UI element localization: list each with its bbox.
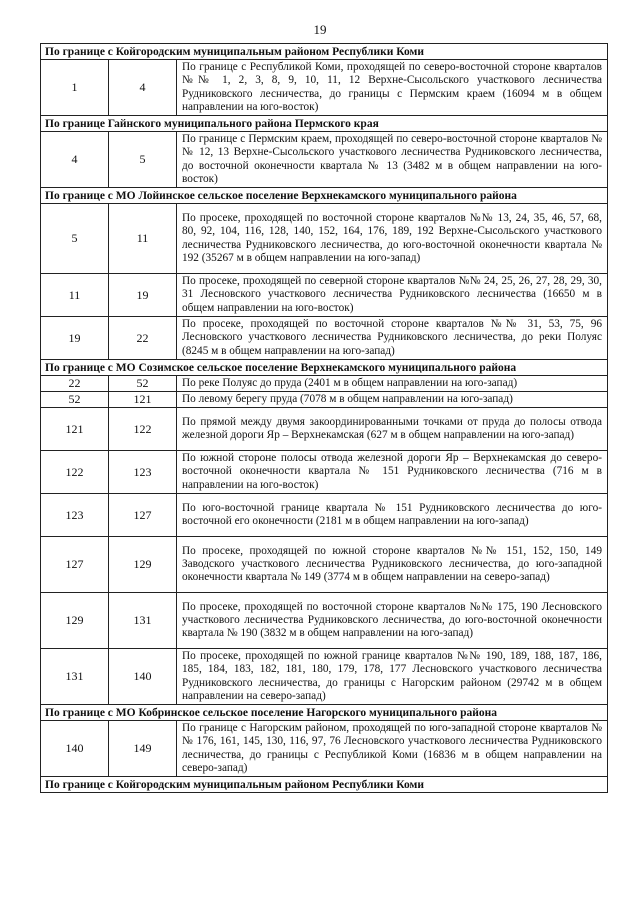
table-row (41, 376, 608, 392)
point-to-cell: 140 (109, 649, 177, 705)
point-from-cell: 122 (41, 451, 109, 494)
point-to-cell: 129 (109, 537, 177, 593)
boundary-description-cell: По границе с Пермским краем, проходящей по северо-восточной стороне кварталов №№ 12, 13 Верхне-Сысольского участкового лесничества Рудниковского лесничества, до восточной оконечности квартала № 13 (3482 м в общем направлении на юго-восток) (177, 132, 608, 188)
table-row (41, 649, 608, 705)
boundary-description-cell: По юго-восточной границе квартала № 151 Рудниковского лесничества до юго-восточной его оконечности (2181 м в общем направлении на юго-запад) (177, 494, 608, 537)
boundary-description-cell: По реке Полуяс до пруда (2401 м в общем направлении на юго-запад) (177, 376, 608, 392)
point-to-cell: 22 (109, 317, 177, 360)
point-to-cell: 52 (109, 376, 177, 392)
section-header-row (41, 44, 608, 60)
table-row (41, 451, 608, 494)
section-header: По границе с МО Лойинское сельское поселение Верхнекамского муниципального района (41, 188, 608, 204)
point-from-cell: 5 (41, 204, 109, 274)
section-header-row (41, 705, 608, 721)
section-header: По границе Гайнского муниципального района Пермского края (41, 116, 608, 132)
boundary-description-cell: По границе с Республикой Коми, проходящей по северо-восточной стороне кварталов №№ 1, 2, 3, 8, 9, 10, 11, 12 Верхне-Сысольского участкового лесничества Рудниковского лесничества, до границы с Пермским краем (16094 м в общем направлении на юго-восток) (177, 60, 608, 116)
section-header: По границе с МО Кобринское сельское поселение Нагорского муниципального района (41, 705, 608, 721)
point-from-cell: 22 (41, 376, 109, 392)
section-header: По границе с Койгородским муниципальным районом Республики Коми (41, 44, 608, 60)
point-from-cell: 129 (41, 593, 109, 649)
point-from-cell: 1 (41, 60, 109, 116)
point-to-cell: 4 (109, 60, 177, 116)
table-row (41, 408, 608, 451)
table-row (41, 537, 608, 593)
page-number: 19 (313, 22, 327, 37)
point-to-cell: 149 (109, 721, 177, 777)
table-row (41, 60, 608, 116)
boundary-description-cell: По просеке, проходящей по южной границе кварталов №№ 190, 189, 188, 187, 186, 185, 184, 183, 182, 181, 180, 179, 178, 177 Лесновского участкового лесничества Рудниковского лесничества, до границы с Нагорским районом (29742 м в общем направлении на северо-запад) (177, 649, 608, 705)
point-to-cell: 19 (109, 274, 177, 317)
point-to-cell: 5 (109, 132, 177, 188)
boundary-description-cell: По левому берегу пруда (7078 м в общем направлении на юго-запад) (177, 392, 608, 408)
boundary-description-cell: По границе с Нагорским районом, проходящей по юго-западной стороне кварталов №№ 176, 161, 145, 130, 116, 97, 76 Лесновского участкового лесничества Рудниковского лесничества, до границы с Республикой Коми (16836 м в общем направлении на северо-запад) (177, 721, 608, 777)
boundary-description-cell: По просеке, проходящей по восточной стороне кварталов №№ 13, 24, 35, 46, 57, 68, 80, 92, 104, 116, 128, 140, 152, 164, 176, 189, 192 Верхне-Сысольского участкового лесничества Рудниковского лесничества, до юго-восточной оконечности квартала № 192 (35267 м в общем направлении на юго-запад) (177, 204, 608, 274)
boundary-description-cell: По просеке, проходящей по восточной стороне кварталов №№ 175, 190 Лесновского участкового лесничества Рудниковского лесничества, до юго-восточной оконечности квартала № 190 (3832 м в общем направлении на юго-запад) (177, 593, 608, 649)
point-from-cell: 127 (41, 537, 109, 593)
boundary-description-table (40, 43, 608, 793)
point-from-cell: 19 (41, 317, 109, 360)
boundary-description-cell: По просеке, проходящей по северной стороне кварталов №№ 24, 25, 26, 27, 28, 29, 30, 31 Лесновского участкового лесничества Рудниковского лесничества (16650 м в общем направлении на юго-восток) (177, 274, 608, 317)
boundary-description-cell: По просеке, проходящей по южной стороне кварталов №№ 151, 152, 150, 149 Заводского участкового лесничества Рудниковского лесничества, до юго-западной оконечности квартала № 149 (3774 м в общем направлении на северо-запад) (177, 537, 608, 593)
point-to-cell: 127 (109, 494, 177, 537)
point-from-cell: 52 (41, 392, 109, 408)
boundary-description-cell: По просеке, проходящей по восточной стороне кварталов №№ 31, 53, 75, 96 Лесновского участкового лесничества Рудниковского лесничества, до реки Полуяс (8245 м в общем направлении на юго-запад) (177, 317, 608, 360)
table-row (41, 392, 608, 408)
section-header-row (41, 116, 608, 132)
table-row (41, 317, 608, 360)
section-header-row (41, 777, 608, 793)
point-to-cell: 122 (109, 408, 177, 451)
section-header-row (41, 360, 608, 376)
point-to-cell: 123 (109, 451, 177, 494)
section-header-row (41, 188, 608, 204)
point-from-cell: 123 (41, 494, 109, 537)
boundary-description-cell: По южной стороне полосы отвода железной дороги Яр – Верхнекамская до северо-восточной оконечности квартала № 151 Рудниковского лесничества (716 м в направлении на юго-восток) (177, 451, 608, 494)
table-row (41, 494, 608, 537)
table-row (41, 721, 608, 777)
table-row (41, 204, 608, 274)
section-header: По границе с МО Созимское сельское поселение Верхнекамского муниципального района (41, 360, 608, 376)
table-row (41, 132, 608, 188)
point-to-cell: 131 (109, 593, 177, 649)
boundary-description-cell: По прямой между двумя закоординированными точками от пруда до полосы отвода железной дороги Яр – Верхнекамская (627 м в общем направлении на юго-запад) (177, 408, 608, 451)
section-header: По границе с Койгородским муниципальным районом Республики Коми (41, 777, 608, 793)
point-to-cell: 11 (109, 204, 177, 274)
point-from-cell: 4 (41, 132, 109, 188)
point-from-cell: 140 (41, 721, 109, 777)
table-row (41, 593, 608, 649)
point-from-cell: 131 (41, 649, 109, 705)
table-body (41, 44, 608, 793)
table-row (41, 274, 608, 317)
point-from-cell: 121 (41, 408, 109, 451)
point-to-cell: 121 (109, 392, 177, 408)
point-from-cell: 11 (41, 274, 109, 317)
